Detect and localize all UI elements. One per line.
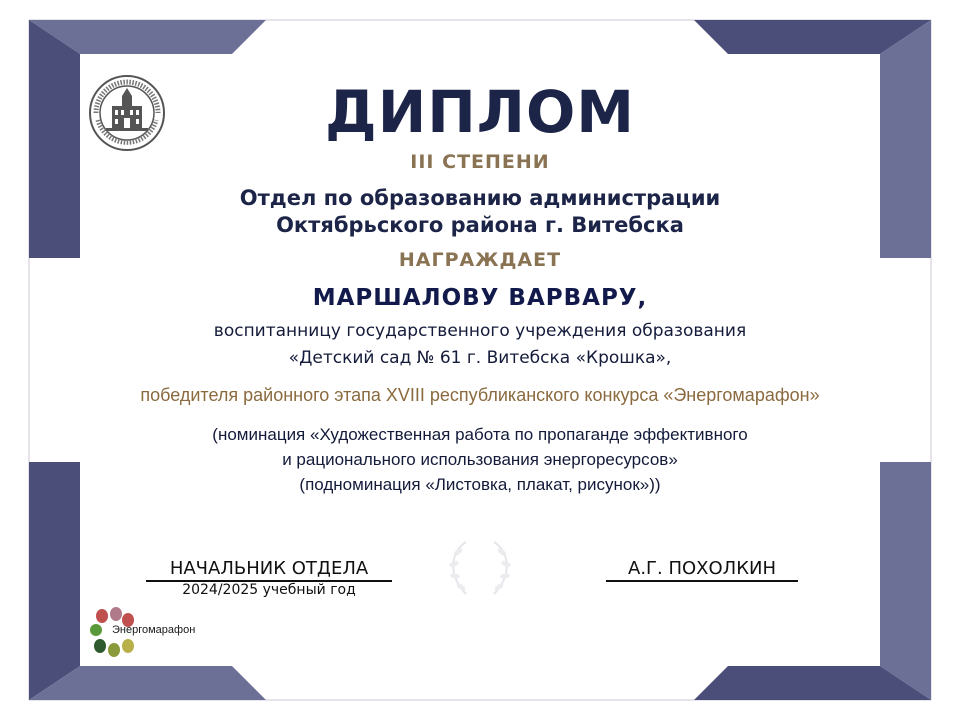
energomarathon-label: Энергомарафон [112,624,196,636]
nomination-line-3: (подноминация «Листовка, плакат, рисунок»)) [299,475,661,494]
issuer-line-1: Отдел по образованию администрации [239,186,721,210]
signature-position: НАЧАЛЬНИК ОТДЕЛА [146,558,392,582]
awards-heading: НАГРАЖДАЕТ [398,249,562,271]
issuer-line-2: Октябрьского района г. Витебска [276,213,684,237]
diploma-degree: III СТЕПЕНИ [410,151,550,173]
diploma-title: ДИПЛОМ [325,78,635,146]
laurel-wreath-icon [436,538,524,598]
winner-statement: победителя районного этапа XVIII республиканского конкурса «Энергомарафон» [140,385,820,405]
nomination-line-2: и рационального использования энергоресурсов» [282,450,678,469]
recipient-name: МАРШАЛОВУ ВАРВАРУ, [312,285,648,311]
school-year: 2024/2025 учебный год [182,582,356,598]
nomination-line-1: (номинация «Художественная работа по пропаганде эффективного [212,425,748,444]
recipient-description-line-1: воспитанницу государственного учреждения образования [213,321,747,341]
recipient-description-line-2: «Детский сад № 61 г. Витебска «Крошка», [288,348,672,368]
signature-name: А.Г. ПОХОЛКИН [606,558,798,582]
